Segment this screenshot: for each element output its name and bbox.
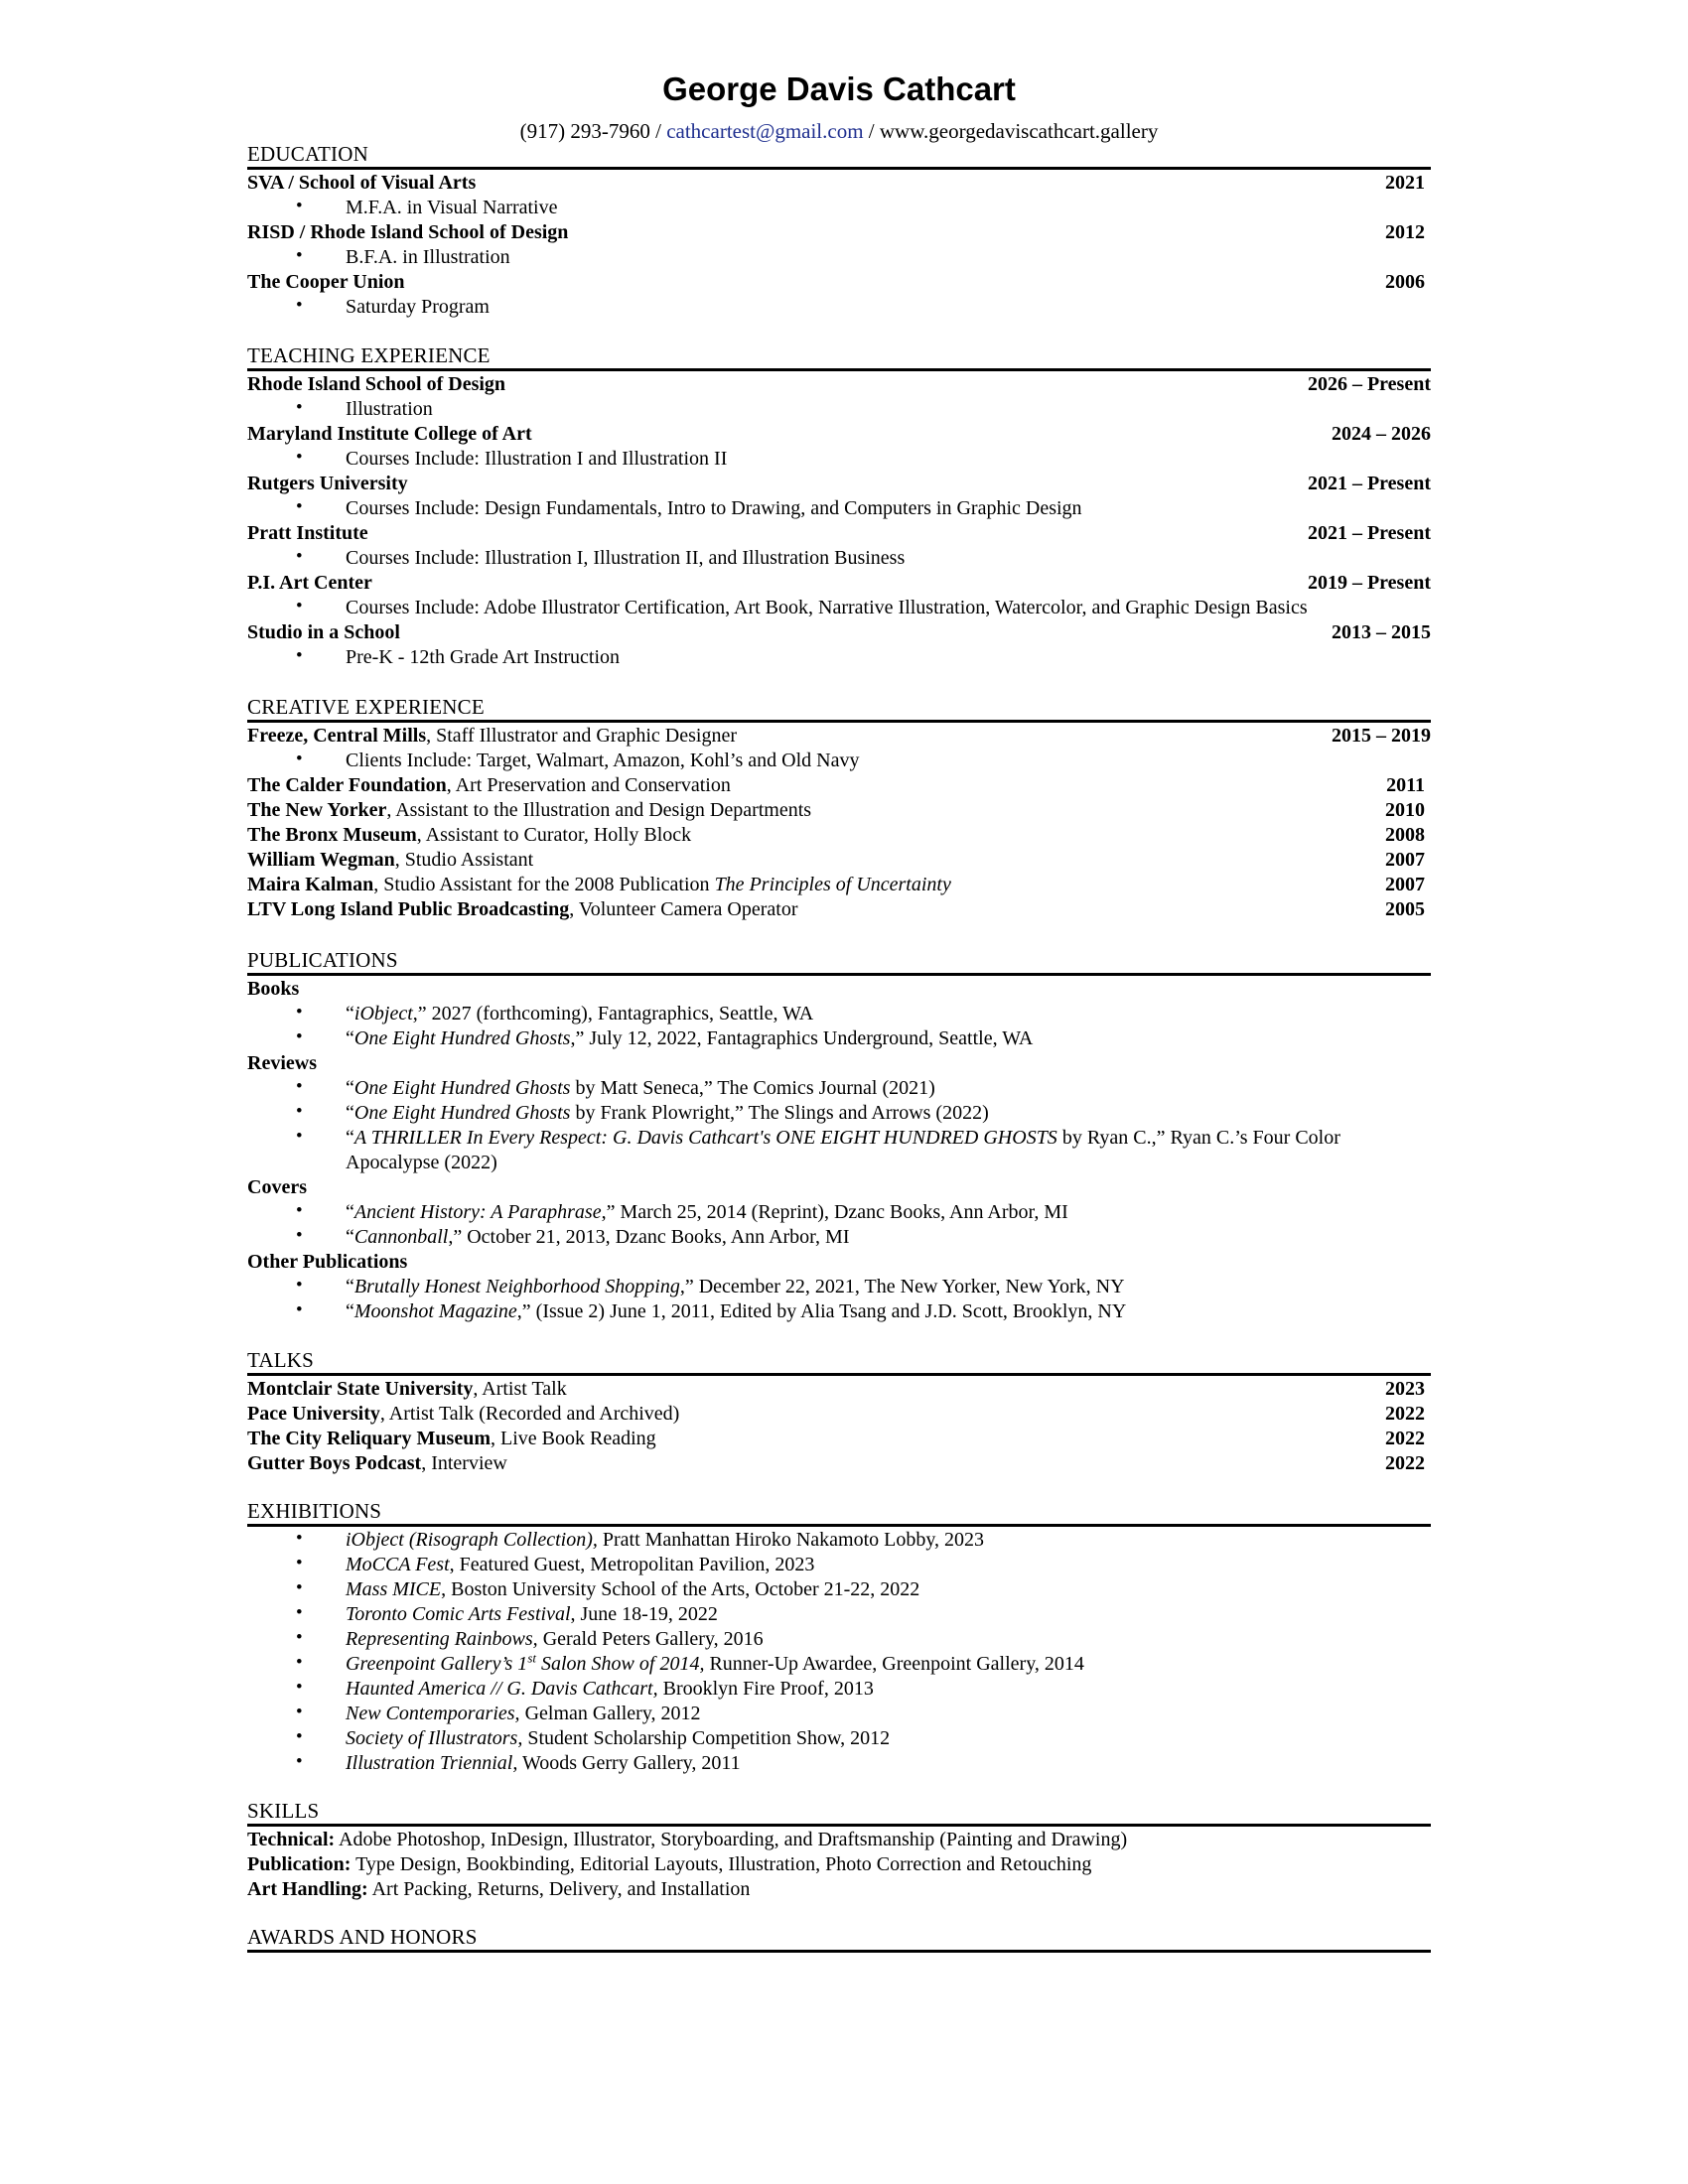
teaching-detail: • Pre-K - 12th Grade Art Instruction — [247, 645, 1431, 670]
exhibition-item: • New Contemporaries, Gelman Gallery, 2012 — [247, 1702, 1431, 1726]
other-publications-label: Other Publications — [247, 1251, 408, 1273]
exhibition-item: • iObject (Risograph Collection), Pratt Manhattan Hiroko Nakamoto Lobby, 2023 — [247, 1528, 1431, 1553]
talks-section — [247, 1348, 1431, 1476]
creative-heading: CREATIVE EXPERIENCE — [247, 695, 1431, 723]
book-item: • “iObject,” 2027 (forthcoming), Fantagraphics, Seattle, WA — [247, 1002, 1431, 1026]
education-detail: • B.F.A. in Illustration — [247, 245, 1431, 270]
teaching-item: Pratt Institute 2021 – Present — [247, 522, 1431, 544]
creative-item: Freeze, Central Mills, Staff Illustrator and Graphic Designer 2015 – 2019 — [247, 725, 1431, 747]
publications-heading: PUBLICATIONS — [247, 948, 1431, 976]
exhibition-item: • Illustration Triennial, Woods Gerry Gallery, 2011 — [247, 1751, 1431, 1776]
book-item: • “One Eight Hundred Ghosts,” July 12, 2022, Fantagraphics Underground, Seattle, WA — [247, 1026, 1431, 1051]
teaching-section — [247, 343, 1431, 670]
website: / www.georgedaviscathcart.gallery — [863, 119, 1159, 143]
review-item: • “One Eight Hundred Ghosts by Frank Plowright,” The Slings and Arrows (2022) — [247, 1101, 1431, 1126]
education-item: RISD / Rhode Island School of Design 2012 — [247, 221, 1425, 243]
teaching-item: Rutgers University 2021 – Present — [247, 473, 1431, 494]
teaching-item: Rhode Island School of Design 2026 – Present — [247, 373, 1431, 395]
teaching-item: Studio in a School 2013 – 2015 — [247, 621, 1431, 643]
creative-item: The New Yorker, Assistant to the Illustration and Design Departments 2010 — [247, 799, 1425, 821]
teaching-detail: • Courses Include: Design Fundamentals, Intro to Drawing, and Computers in Graphic Design — [247, 496, 1431, 521]
skill-item: Publication: Type Design, Bookbinding, Editorial Layouts, Illustration, Photo Correction and Retouching — [247, 1853, 1092, 1875]
skills-heading: SKILLS — [247, 1799, 1431, 1827]
exhibition-item: • Society of Illustrators, Student Scholarship Competition Show, 2012 — [247, 1726, 1431, 1751]
skill-item: Technical: Adobe Photoshop, InDesign, Illustrator, Storyboarding, and Draftsmanship (Painting and Drawing) — [247, 1829, 1128, 1850]
review-item: • “One Eight Hundred Ghosts by Matt Seneca,” The Comics Journal (2021) — [247, 1076, 1431, 1101]
talk-item: Pace University, Artist Talk (Recorded and Archived) 2022 — [247, 1403, 1425, 1425]
talk-item: Gutter Boys Podcast, Interview 2022 — [247, 1452, 1425, 1474]
education-detail: • M.F.A. in Visual Narrative — [247, 196, 1431, 220]
skills-section — [247, 1799, 1431, 1902]
other-publication-item: • “Brutally Honest Neighborhood Shopping,” December 22, 2021, The New Yorker, New York, NY — [247, 1275, 1431, 1299]
talk-item: Montclair State University, Artist Talk 2023 — [247, 1378, 1425, 1400]
other-publication-item: • “Moonshot Magazine,” (Issue 2) June 1, 2011, Edited by Alia Tsang and J.D. Scott, Brooklyn, NY — [247, 1299, 1431, 1324]
teaching-detail: • Courses Include: Illustration I and Illustration II — [247, 447, 1431, 472]
teaching-detail: • Illustration — [247, 397, 1431, 422]
skill-item: Art Handling: Art Packing, Returns, Delivery, and Installation — [247, 1878, 751, 1900]
creative-detail: • Clients Include: Target, Walmart, Amazon, Kohl’s and Old Navy — [247, 749, 1431, 773]
creative-item: William Wegman, Studio Assistant 2007 — [247, 849, 1425, 871]
creative-item: The Bronx Museum, Assistant to Curator, Holly Block 2008 — [247, 824, 1425, 846]
exhibition-item: • Toronto Comic Arts Festival, June 18-19, 2022 — [247, 1602, 1431, 1627]
awards-heading: AWARDS AND HONORS — [247, 1925, 1431, 1953]
books-label: Books — [247, 978, 300, 1000]
teaching-detail: • Courses Include: Adobe Illustrator Certification, Art Book, Narrative Illustration, Watercolor, and Graphic Design Basics — [247, 596, 1431, 620]
exhibition-item: • Greenpoint Gallery’s 1st Salon Show of 2014, Runner-Up Awardee, Greenpoint Gallery, 2014 — [247, 1652, 1431, 1677]
exhibition-item: • Representing Rainbows, Gerald Peters Gallery, 2016 — [247, 1627, 1431, 1652]
exhibition-item: • Haunted America // G. Davis Cathcart, Brooklyn Fire Proof, 2013 — [247, 1677, 1431, 1702]
education-detail: • Saturday Program — [247, 295, 1431, 320]
cover-item: • “Ancient History: A Paraphrase,” March 25, 2014 (Reprint), Dzanc Books, Ann Arbor, MI — [247, 1200, 1431, 1225]
exhibitions-section — [247, 1499, 1431, 1776]
email-link[interactable]: cathcartest@gmail.com — [666, 119, 864, 143]
education-section — [247, 142, 1431, 320]
talks-heading: TALKS — [247, 1348, 1431, 1376]
awards-section — [247, 1925, 1431, 1954]
review-item: • “A THRILLER In Every Respect: G. Davis Cathcart's ONE EIGHT HUNDRED GHOSTS by Ryan C.,” Ryan C.’s Four Color Apocalypse (2022) — [247, 1126, 1431, 1175]
resume-name: George Davis Cathcart — [662, 70, 1016, 107]
publications-section — [247, 948, 1431, 1324]
covers-label: Covers — [247, 1176, 307, 1198]
talk-item: The City Reliquary Museum, Live Book Reading 2022 — [247, 1428, 1425, 1449]
teaching-item: Maryland Institute College of Art 2024 – 2026 — [247, 423, 1431, 445]
exhibition-item: • MoCCA Fest, Featured Guest, Metropolitan Pavilion, 2023 — [247, 1553, 1431, 1577]
education-item: SVA / School of Visual Arts 2021 — [247, 172, 1425, 194]
phone: (917) 293-7960 / — [519, 119, 667, 143]
teaching-detail: • Courses Include: Illustration I, Illustration II, and Illustration Business — [247, 546, 1431, 571]
education-heading: EDUCATION — [247, 142, 1431, 170]
creative-section — [247, 695, 1431, 922]
education-item: The Cooper Union 2006 — [247, 271, 1425, 293]
cover-item: • “Cannonball,” October 21, 2013, Dzanc Books, Ann Arbor, MI — [247, 1225, 1431, 1250]
creative-item: The Calder Foundation, Art Preservation and Conservation 2011 — [247, 774, 1425, 796]
contact-line — [247, 119, 1431, 144]
creative-item: LTV Long Island Public Broadcasting, Volunteer Camera Operator 2005 — [247, 898, 1425, 920]
exhibitions-heading: EXHIBITIONS — [247, 1499, 1431, 1527]
teaching-item: P.I. Art Center 2019 – Present — [247, 572, 1431, 594]
exhibition-item: • Mass MICE, Boston University School of the Arts, October 21-22, 2022 — [247, 1577, 1431, 1602]
reviews-label: Reviews — [247, 1052, 317, 1074]
creative-item: Maira Kalman, Studio Assistant for the 2008 Publication The Principles of Uncertainty 2007 — [247, 874, 1425, 895]
teaching-heading: TEACHING EXPERIENCE — [247, 343, 1431, 371]
